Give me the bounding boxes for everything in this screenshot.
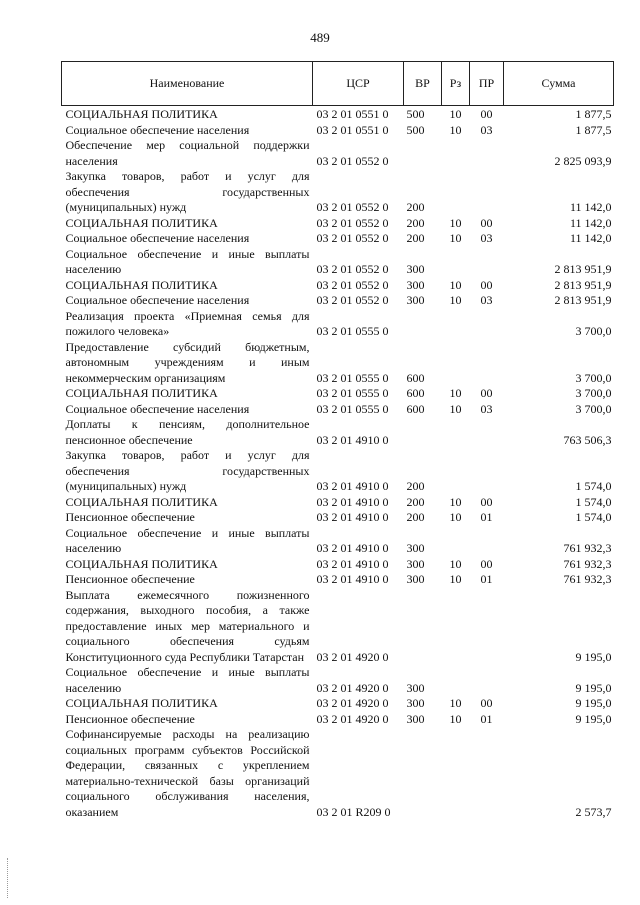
cell-vr: 300: [406, 262, 425, 276]
cell-pr: 03: [480, 231, 493, 245]
cell-csr: 03 2 01 0552 0: [316, 200, 389, 214]
table-row: [62, 588, 614, 666]
cell-rz: [442, 665, 470, 696]
cell-csr: 03 2 01 4920 0: [316, 649, 389, 664]
cell-csr: 03 2 01 4910 0: [316, 572, 389, 586]
cell-csr: 03 2 01 4910 0: [316, 494, 389, 509]
cell-name: Социальное обеспечение и иные выплаты населению: [65, 246, 310, 276]
cell-csr: 03 2 01 0555 0: [316, 324, 389, 338]
table-row: [62, 510, 614, 526]
cell-rz: 10: [449, 510, 462, 524]
cell-csr: 03 2 01 0551 0: [316, 107, 389, 121]
cell-vr: 300: [406, 680, 425, 695]
header-name: Наименование: [62, 62, 313, 106]
cell-csr: 03 2 01 4910 0: [316, 432, 389, 447]
cell-csr: 03 2 01 4910 0: [316, 510, 389, 524]
cell-rz: 10: [449, 556, 462, 571]
cell-sum: 9 195,0: [575, 649, 612, 664]
cell-vr: 500: [406, 107, 425, 121]
cell-sum: 1 877,5: [575, 122, 612, 137]
cell-rz: [442, 727, 470, 820]
cell-vr: 300: [406, 711, 425, 726]
cell-csr: 03 2 01 0555 0: [316, 386, 389, 400]
cell-sum: 2 813 951,9: [554, 277, 612, 292]
cell-sum: 1 574,0: [575, 494, 612, 509]
cell-pr: [470, 247, 504, 278]
cell-name: СОЦИАЛЬНАЯ ПОЛИТИКА: [65, 277, 218, 292]
cell-rz: 10: [449, 572, 462, 586]
cell-vr: 600: [406, 401, 425, 416]
cell-sum: 761 932,3: [563, 572, 612, 586]
cell-sum: 761 932,3: [563, 541, 612, 555]
table-row: [62, 138, 614, 169]
table-row: [62, 448, 614, 495]
cell-csr: 03 2 01 4920 0: [316, 696, 389, 710]
cell-name: Социальное обеспечение населения: [65, 293, 250, 307]
cell-rz: 10: [449, 277, 462, 292]
cell-rz: [442, 588, 470, 666]
cell-csr: 03 2 01 0555 0: [316, 401, 389, 416]
cell-name: Закупка товаров, работ и услуг для обеспечения государственных (муниципальных) нужд: [65, 169, 310, 214]
cell-csr: 03 2 01 0552 0: [316, 293, 389, 307]
cell-rz: 10: [449, 386, 462, 400]
cell-name: СОЦИАЛЬНАЯ ПОЛИТИКА: [65, 215, 218, 230]
table-row: [62, 572, 614, 588]
cell-vr: 200: [406, 200, 425, 214]
cell-name: СОЦИАЛЬНАЯ ПОЛИТИКА: [65, 107, 218, 121]
cell-rz: 10: [449, 107, 462, 121]
cell-vr: 300: [406, 572, 425, 586]
cell-pr: 03: [480, 122, 493, 137]
cell-vr: [404, 309, 442, 340]
cell-name: Софинансируемые расходы на реализацию социальных программ субъектов Российской Федерации, связанных с укреплением материально-технической базы организаций социального обслуживания населения, оказанием: [65, 727, 310, 819]
table-row: [62, 169, 614, 216]
cell-sum: 763 506,3: [563, 432, 612, 447]
cell-sum: 11 142,0: [569, 231, 612, 245]
table-row: [62, 247, 614, 278]
cell-name: Предоставление субсидий бюджетным, автономным учреждениям и иным некоммерческим организациям: [65, 339, 310, 385]
cell-csr: 03 2 01 4910 0: [316, 556, 389, 571]
cell-vr: 500: [406, 122, 425, 137]
cell-sum: 3 700,0: [575, 370, 612, 385]
cell-pr: 00: [480, 696, 493, 710]
cell-vr: 200: [406, 231, 425, 245]
cell-vr: 200: [406, 479, 425, 493]
cell-vr: [404, 588, 442, 666]
cell-csr: 03 2 01 0551 0: [316, 122, 389, 137]
cell-name: Обеспечение мер социальной поддержки населения: [65, 138, 310, 168]
cell-name: Социальное обеспечение населения: [65, 122, 250, 137]
cell-csr: 03 2 01 0552 0: [316, 215, 389, 230]
cell-csr: 03 2 01 R209 0: [316, 804, 391, 819]
table-row: [62, 557, 614, 573]
cell-sum: 2 573,7: [575, 804, 612, 819]
cell-vr: 300: [406, 541, 425, 555]
table-row: [62, 696, 614, 712]
cell-sum: 9 195,0: [575, 711, 612, 726]
cell-name: Доплаты к пенсиям, дополнительное пенсионное обеспечение: [65, 417, 310, 447]
cell-sum: 11 142,0: [569, 215, 612, 230]
cell-name: СОЦИАЛЬНАЯ ПОЛИТИКА: [65, 386, 218, 400]
cell-vr: 300: [406, 277, 425, 292]
table-row: [62, 712, 614, 728]
margin-dots: [7, 858, 10, 898]
cell-name: Пенсионное обеспечение: [65, 572, 195, 586]
cell-vr: 600: [406, 386, 425, 400]
header-rz: Рз: [442, 62, 470, 106]
cell-vr: 600: [406, 370, 425, 385]
page-number: 489: [310, 30, 330, 45]
cell-name: Социальное обеспечение и иные выплаты населению: [65, 665, 310, 695]
cell-rz: [442, 340, 470, 387]
cell-sum: 761 932,3: [563, 556, 612, 571]
cell-sum: 1 877,5: [575, 107, 612, 121]
table-row: [62, 402, 614, 418]
cell-pr: [470, 138, 504, 169]
cell-csr: 03 2 01 4910 0: [316, 541, 389, 555]
cell-pr: [470, 340, 504, 387]
table-row: [62, 340, 614, 387]
table-row: [62, 278, 614, 294]
table-row: [62, 293, 614, 309]
cell-sum: 2 825 093,9: [554, 153, 612, 168]
table-row: [62, 727, 614, 820]
cell-pr: 00: [480, 277, 493, 292]
table-row: [62, 106, 614, 123]
cell-sum: 3 700,0: [575, 401, 612, 416]
cell-pr: [470, 526, 504, 557]
cell-name: Пенсионное обеспечение: [65, 711, 195, 726]
cell-rz: 10: [449, 293, 462, 307]
cell-vr: [404, 138, 442, 169]
cell-rz: [442, 526, 470, 557]
cell-rz: [442, 138, 470, 169]
cell-csr: 03 2 01 0555 0: [316, 370, 389, 385]
cell-rz: 10: [449, 231, 462, 245]
cell-pr: 03: [480, 401, 493, 416]
cell-pr: 01: [480, 572, 493, 586]
cell-pr: 01: [480, 711, 493, 726]
cell-vr: 300: [406, 696, 425, 710]
cell-pr: 00: [480, 107, 493, 121]
cell-rz: 10: [449, 494, 462, 509]
cell-pr: 00: [480, 556, 493, 571]
budget-table: [61, 61, 614, 820]
cell-sum: 11 142,0: [569, 200, 612, 214]
cell-rz: [442, 169, 470, 216]
cell-name: Выплата ежемесячного пожизненного содержания, выходного пособия, а также предоставление иных мер материального и социального обеспечения судьям Конституционного суда Республики Татарстан: [65, 587, 310, 664]
cell-pr: [470, 588, 504, 666]
cell-rz: 10: [449, 696, 462, 710]
cell-name: Закупка товаров, работ и услуг для обеспечения государственных (муниципальных) нужд: [65, 448, 310, 493]
cell-rz: [442, 448, 470, 495]
cell-vr: 300: [406, 556, 425, 571]
cell-csr: 03 2 01 0552 0: [316, 277, 389, 292]
header-vr: ВР: [404, 62, 442, 106]
table-row: [62, 526, 614, 557]
header-sum: Сумма: [504, 62, 614, 106]
cell-vr: 200: [406, 494, 425, 509]
cell-rz: 10: [449, 122, 462, 137]
cell-pr: [470, 448, 504, 495]
table-row: [62, 309, 614, 340]
cell-csr: 03 2 01 0552 0: [316, 231, 389, 245]
cell-name: Реализация проекта «Приемная семья для пожилого человека»: [65, 308, 310, 338]
cell-sum: 2 813 951,9: [554, 262, 612, 276]
cell-csr: 03 2 01 4920 0: [316, 711, 389, 726]
cell-rz: [442, 247, 470, 278]
cell-pr: 00: [480, 386, 493, 400]
cell-sum: 3 700,0: [575, 386, 612, 400]
cell-sum: 1 574,0: [575, 479, 612, 493]
cell-csr: 03 2 01 0552 0: [316, 262, 389, 276]
cell-pr: [470, 309, 504, 340]
cell-pr: 03: [480, 293, 493, 307]
cell-name: Социальное обеспечение населения: [65, 401, 250, 416]
cell-rz: 10: [449, 711, 462, 726]
cell-rz: [442, 417, 470, 448]
cell-vr: 200: [406, 215, 425, 230]
header-csr: ЦСР: [313, 62, 404, 106]
cell-csr: 03 2 01 0552 0: [316, 153, 389, 168]
cell-csr: 03 2 01 4920 0: [316, 680, 389, 695]
cell-sum: 3 700,0: [575, 324, 612, 338]
cell-name: СОЦИАЛЬНАЯ ПОЛИТИКА: [65, 556, 218, 571]
cell-vr: 300: [406, 293, 425, 307]
table-row: [62, 386, 614, 402]
cell-sum: 1 574,0: [575, 510, 612, 524]
cell-rz: 10: [449, 215, 462, 230]
cell-rz: 10: [449, 401, 462, 416]
cell-vr: [404, 417, 442, 448]
cell-name: Социальное обеспечение населения: [65, 231, 250, 245]
table-row: [62, 123, 614, 139]
cell-name: Пенсионное обеспечение: [65, 510, 195, 524]
table-row: [62, 231, 614, 247]
cell-sum: 2 813 951,9: [554, 293, 612, 307]
cell-pr: [470, 727, 504, 820]
cell-vr: 200: [406, 510, 425, 524]
cell-pr: 01: [480, 510, 493, 524]
cell-pr: [470, 169, 504, 216]
cell-pr: 00: [480, 215, 493, 230]
cell-pr: 00: [480, 494, 493, 509]
table-body: [62, 106, 614, 821]
cell-name: Социальное обеспечение и иные выплаты населению: [65, 525, 310, 555]
table-header-row: [62, 62, 614, 106]
cell-pr: [470, 665, 504, 696]
table-row: [62, 216, 614, 232]
cell-pr: [470, 417, 504, 448]
cell-rz: [442, 309, 470, 340]
cell-vr: [404, 727, 442, 820]
cell-csr: 03 2 01 4910 0: [316, 479, 389, 493]
cell-name: СОЦИАЛЬНАЯ ПОЛИТИКА: [65, 494, 218, 509]
table-row: [62, 495, 614, 511]
table-row: [62, 665, 614, 696]
cell-name: СОЦИАЛЬНАЯ ПОЛИТИКА: [65, 696, 218, 710]
header-pr: ПР: [470, 62, 504, 106]
cell-sum: 9 195,0: [575, 696, 612, 710]
table-row: [62, 417, 614, 448]
cell-sum: 9 195,0: [575, 680, 612, 695]
